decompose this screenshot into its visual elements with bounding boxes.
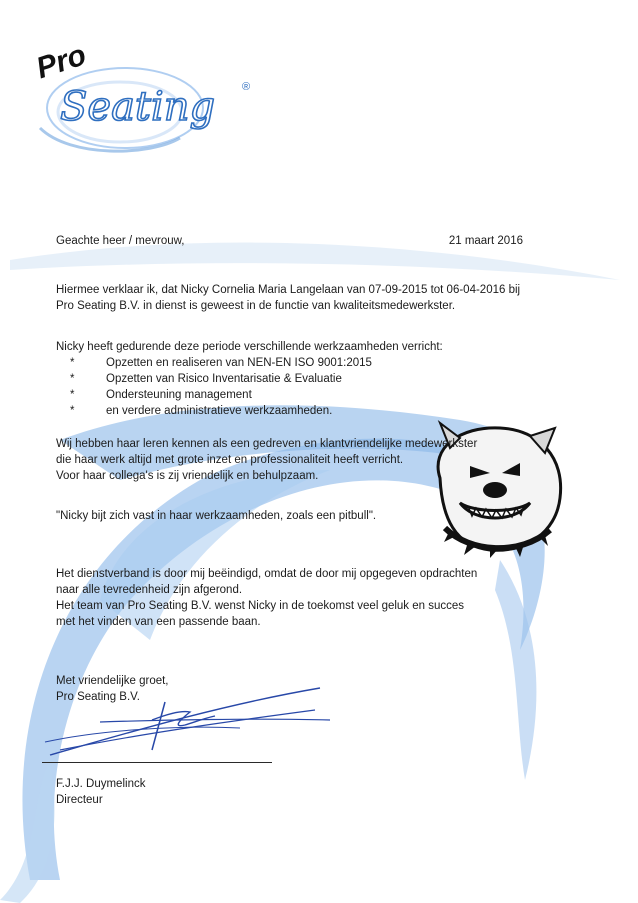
- bullet-mark: *: [70, 373, 75, 385]
- svg-text:Seating: [60, 84, 215, 130]
- signer-name: F.J.J. Duymelinck: [56, 778, 146, 790]
- svg-text:Pro: [32, 38, 90, 85]
- signature-line: [42, 762, 272, 763]
- praise-line-2: die haar werk altijd met grote inzet en professionaliteit heeft verricht.: [56, 454, 404, 466]
- bullet-mark: *: [70, 357, 75, 369]
- intro-line-2: Pro Seating B.V. in dienst is geweest in de functie van kwaliteitsmedewerkster.: [56, 300, 456, 312]
- logo-top-word: Pro: [32, 38, 91, 86]
- handwritten-signature: [40, 680, 340, 765]
- task-text: en verdere administratieve werkzaamheden.: [106, 405, 333, 417]
- company-name: Pro Seating B.V.: [56, 691, 140, 703]
- salutation: Geachte heer / mevrouw,: [56, 235, 185, 247]
- closing-line-4: met het vinden van een passende baan.: [56, 616, 261, 628]
- tasks-intro: Nicky heeft gedurende deze periode verschillende werkzaamheden verricht:: [56, 341, 443, 353]
- pitbull-quote: "Nicky bijt zich vast in haar werkzaamheden, zoals een pitbull".: [56, 510, 377, 522]
- logo-script-word: Seating: [60, 84, 216, 130]
- svg-text:®: [242, 81, 250, 93]
- greeting: Met vriendelijke groet,: [56, 675, 169, 687]
- bullet-mark: *: [70, 405, 75, 417]
- signer-title: Directeur: [56, 794, 103, 806]
- pro-seating-logo: [30, 28, 270, 153]
- task-text: Opzetten van Risico Inventarisatie & Evaluatie: [106, 373, 342, 385]
- bullet-mark: *: [70, 389, 75, 401]
- task-text: Ondersteuning management: [106, 389, 252, 401]
- task-item: [70, 403, 332, 419]
- intro-line-1: Hiermee verklaar ik, dat Nicky Cornelia Maria Langelaan van 07-09-2015 tot 06-04-2016 bij: [56, 284, 521, 296]
- task-item: [70, 355, 372, 371]
- praise-line-3: Voor haar collega's is zij vriendelijk en behulpzaam.: [56, 470, 319, 482]
- praise-line-1: Wij hebben haar leren kennen als een gedreven en klantvriendelijke medewerkster: [56, 438, 478, 450]
- closing-line-3: Het team van Pro Seating B.V. wenst Nicky in de toekomst veel geluk en succes: [56, 600, 465, 612]
- closing-line-1: Het dienstverband is door mij beëindigd, omdat de door mij opgegeven opdrachten: [56, 568, 478, 580]
- closing-line-2: naar alle tevredenheid zijn afgerond.: [56, 584, 243, 596]
- task-item: [70, 387, 252, 403]
- task-text: Opzetten en realiseren van NEN-EN ISO 9001:2015: [106, 357, 372, 369]
- letter-date: 21 maart 2016: [448, 235, 523, 247]
- logo-registered-mark: ®: [242, 81, 251, 93]
- task-item: [70, 371, 342, 387]
